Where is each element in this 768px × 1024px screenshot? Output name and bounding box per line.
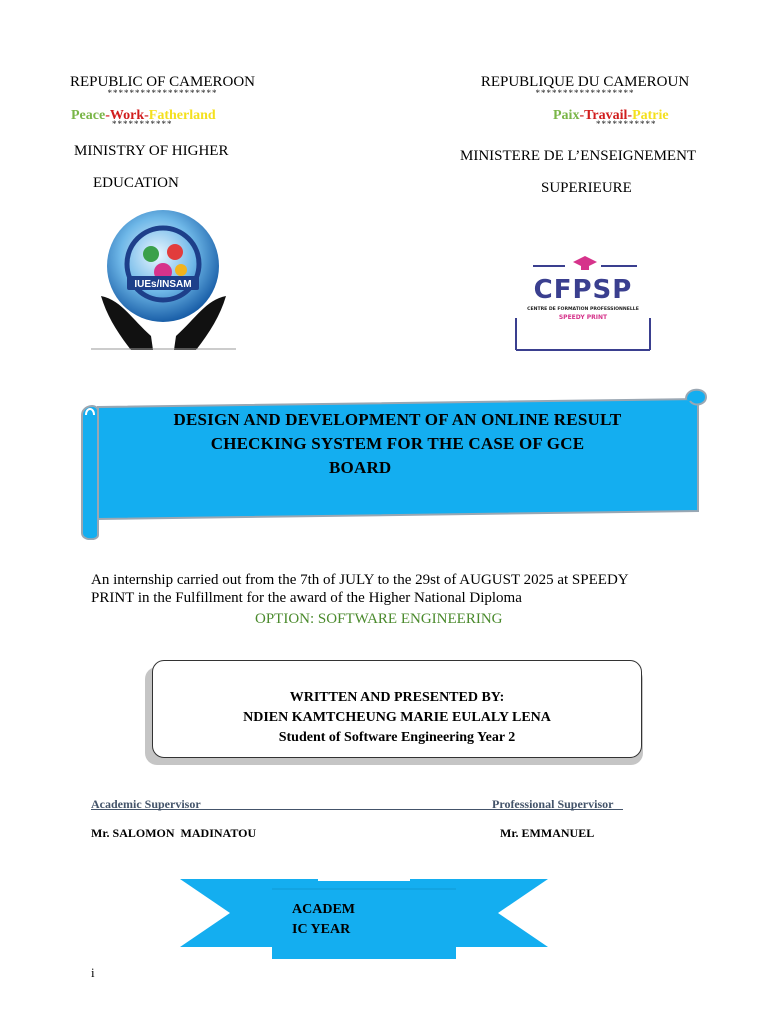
iues-insam-logo (91, 208, 236, 350)
motto-word-travail: Travail (584, 108, 628, 123)
professional-supervisor-name: Mr. EMMANUEL (500, 826, 595, 840)
motto-dash: - (579, 108, 585, 123)
internship-line2: PRINT in the Fulfillment for the award of the Higher National Diploma (91, 590, 522, 606)
ministry-fr-line1: MINISTERE DE L’ENSEIGNEMENT (460, 148, 697, 164)
motto-word-peace: Peace (71, 108, 106, 123)
country-name-en: REPUBLIC OF CAMEROON (69, 74, 256, 90)
globe-hands-icon (91, 208, 236, 350)
academic-supervisor-label: Academic Supervisor (91, 797, 201, 811)
academic-year-line1: ACADEM (292, 902, 355, 917)
motto-word-fatherland: Fatherland (148, 108, 216, 123)
option-label: OPTION: SOFTWARE ENGINEERING (255, 611, 503, 627)
motto-stars-en: *********** (112, 119, 173, 129)
stars-divider-fr: ****************** (535, 88, 635, 98)
project-title-line1: DESIGN AND DEVELOPMENT OF AN ONLINE RESULT (173, 410, 622, 429)
author-role: Student of Software Engineering Year 2 (278, 730, 516, 745)
logo-text-cfpsp: CFPSP (533, 275, 633, 305)
internship-line1: An internship carried out from the 7th of JULY to the 29st of AUGUST 2025 at SPEEDY (91, 572, 629, 588)
academic-year-line2: IC YEAR (292, 922, 351, 937)
logo-subtitle: CENTRE DE FORMATION PROFESSIONNELLE (527, 307, 639, 312)
cfpsp-logo-graphic (515, 250, 651, 351)
academic-year-ribbon (178, 877, 550, 961)
logo-text-iues: IUEs/INSAM (134, 279, 192, 290)
author-name: NDIEN KAMTCHEUNG MARIE EULALY LENA (243, 710, 551, 725)
stars-divider-en: ******************** (107, 88, 218, 98)
cfpsp-logo (515, 250, 651, 351)
academic-supervisor-name: Mr. SALOMON MADINATOU (91, 826, 257, 840)
motto-word-paix: Paix (553, 108, 580, 123)
written-by-label: WRITTEN AND PRESENTED BY: (289, 690, 505, 705)
motto-stars-fr: *********** (596, 119, 657, 129)
logo-tag: SPEEDY PRINT (558, 314, 608, 321)
ministry-en-line1: MINISTRY OF HIGHER (74, 143, 229, 159)
project-title-line3: BOARD (329, 458, 392, 477)
page-number: i (91, 965, 95, 980)
motto-dash: - (144, 108, 149, 123)
motto-word-work: Work (109, 108, 145, 123)
professional-supervisor-label: Professional Supervisor (492, 797, 614, 811)
project-title-line2: CHECKING SYSTEM FOR THE CASE OF GCE (210, 434, 585, 453)
country-name-fr: REPUBLIQUE DU CAMEROUN (480, 74, 690, 90)
ministry-fr-line2: SUPERIEURE (541, 180, 632, 196)
motto-dash: - (105, 108, 110, 123)
ministry-en-line2: EDUCATION (93, 175, 179, 191)
motto-dash: - (627, 108, 633, 123)
motto-word-patrie: Patrie (632, 108, 669, 123)
